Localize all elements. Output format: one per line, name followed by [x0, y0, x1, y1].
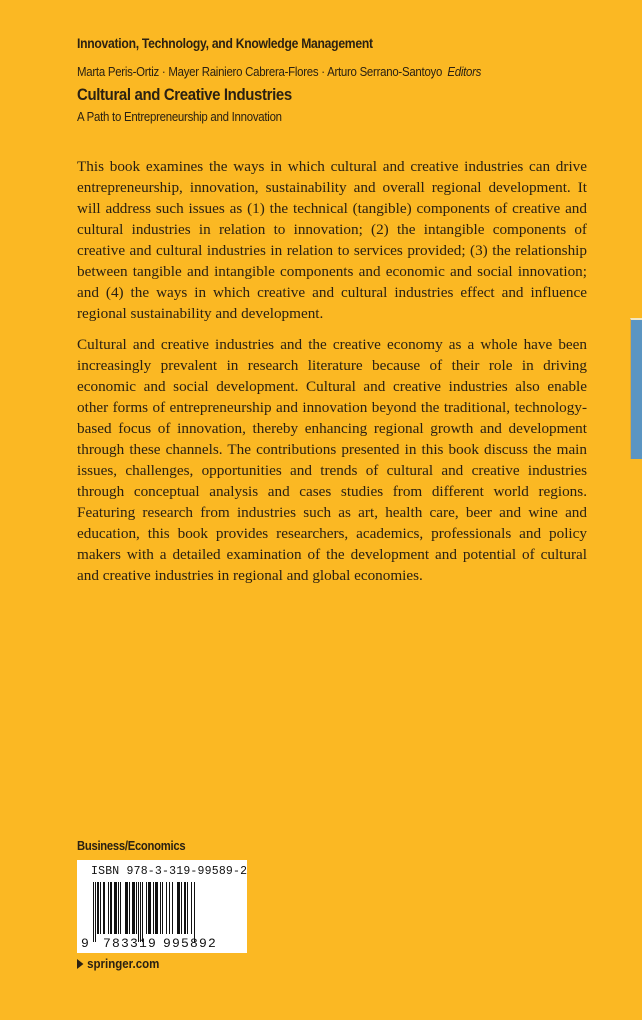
- book-subtitle: A Path to Entrepreneurship and Innovation: [77, 109, 282, 124]
- barcode-digit-group-2: 995892: [163, 936, 218, 951]
- publisher-link-label: springer.com: [87, 957, 160, 971]
- barcode-bars: [93, 882, 239, 940]
- series-title: Innovation, Technology, and Knowledge Management: [77, 36, 373, 51]
- description-paragraph: This book examines the ways in which cultural and creative industries can drive entrepreneurship, innovation, sustainability and overall regional development. It will address such issues as (1) the technical (tangible) components of creative and cultural industries in relation to innovation; (2) the intangible components of creative and cultural industries in relation to services provided; (3) the relationship between tangible and intangible components and economic and social innovation; and (4) the ways in which creative and cultural industries effect and influence regional sustainability and development.: [77, 158, 587, 322]
- editors-role: Editors: [447, 64, 482, 79]
- publisher-link[interactable]: [77, 957, 159, 971]
- side-color-tab: [630, 318, 642, 459]
- book-title: Cultural and Creative Industries: [77, 85, 292, 104]
- barcode-digit-group-1: 783319: [103, 936, 158, 951]
- description-paragraph: Cultural and creative industries and the creative economy as a whole have been increasingly prevalent in research literature because of their role in driving economic and social development. Cultural and creative industries also enable other forms of entrepreneurship and innovation beyond the traditional, technology-based focus of innovation, thereby enhancing regional growth and development through these channels. The contributions presented in this book discuss the main issues, challenges, opportunities and trends of cultural and creative industries through conceptual analysis and cases studies from different world regions. Featuring research from industries such as art, health care, beer and wine and education, this book provides researchers, academics, professionals and policy makers with a detailed examination of the development and potential of cultural and creative industries in regional and global economies.: [77, 336, 587, 584]
- play-arrow-icon: [77, 959, 83, 969]
- editors-line: [77, 64, 481, 79]
- subject-category: Business/Economics: [77, 839, 186, 853]
- isbn-barcode: [77, 860, 247, 953]
- book-description: [77, 156, 587, 596]
- barcode-digit-lead: 9: [81, 936, 89, 951]
- editor-names: Marta Peris-Ortiz · Mayer Rainiero Cabrera-Flores · Arturo Serrano-Santoyo: [77, 64, 443, 79]
- isbn-label: ISBN 978-3-319-99589-2: [91, 865, 248, 878]
